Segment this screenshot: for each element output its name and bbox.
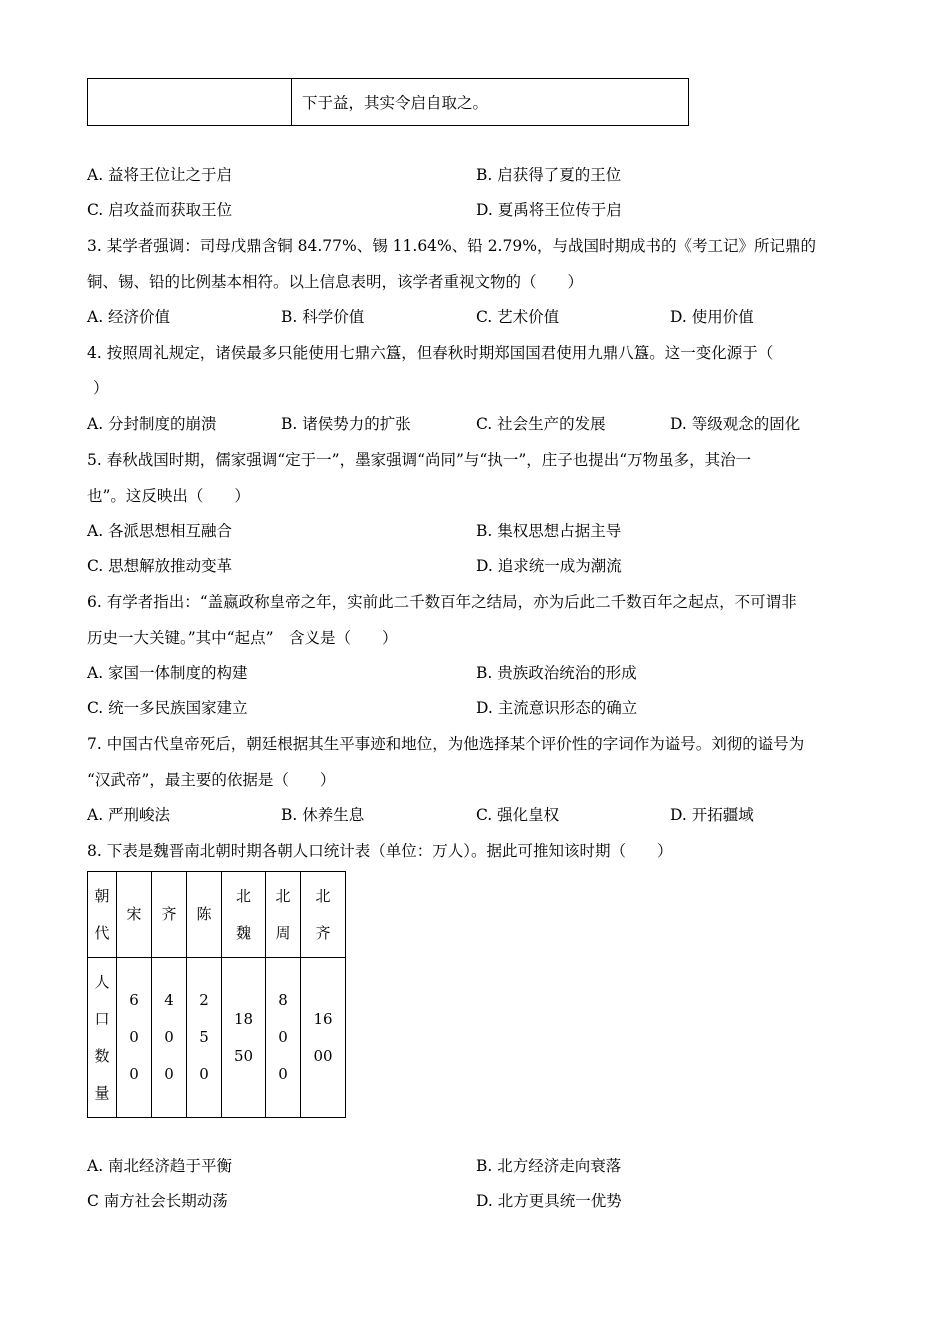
row-label <box>94 964 109 1112</box>
q4-option-c: C. 社会生产的发展 <box>476 415 606 433</box>
q3-option-a: A. 经济价值 <box>87 308 171 326</box>
q2-option-b: B. 启获得了夏的王位 <box>476 166 622 184</box>
q4-option-a: A. 分封制度的崩溃 <box>87 415 217 433</box>
wrapped-line: 5 <box>199 1028 209 1046</box>
cell-value <box>278 982 288 1093</box>
q8-stem: 8. 下表是魏晋南北朝时期各朝人口统计表（单位：万人）。据此可推知该时期（ ） <box>87 842 673 860</box>
header-label <box>315 878 330 952</box>
header-label <box>94 878 109 952</box>
q8-option-c: C 南方社会长期动荡 <box>87 1192 228 1210</box>
wrapped-line: 0 <box>129 1065 139 1083</box>
wrapped-line: 0 <box>164 1065 174 1083</box>
wrapped-line: 齐 <box>315 923 331 942</box>
table-header-cell <box>187 872 222 958</box>
q4-option-d: D. 等级观念的固化 <box>670 415 801 433</box>
population-table <box>87 871 346 1118</box>
wrapped-line: 6 <box>129 991 139 1009</box>
q6-option-b: B. 贵族政治统治的形成 <box>476 664 637 682</box>
q6-stem-line2: 历史一大关键。”其中“起点” 含义是（ ） <box>87 629 398 647</box>
wrapped-line: 0 <box>129 1028 139 1046</box>
q7-option-d: D. 开拓疆域 <box>670 806 754 824</box>
q6-stem-line1: 6. 有学者指出：“盖嬴政称皇帝之年，实前此二千数百年之结局，亦为后此二千数百年之起点，不可谓非 <box>87 593 797 611</box>
table-header-row <box>88 872 346 958</box>
wrapped-line: 8 <box>278 991 288 1009</box>
wrapped-line: 口 <box>94 1009 110 1028</box>
q3-option-c: C. 艺术价值 <box>476 308 560 326</box>
table-cell <box>187 958 222 1118</box>
table-header-cell <box>88 872 117 958</box>
q2-option-a: A. 益将王位让之于启 <box>87 166 233 184</box>
q5-option-d: D. 追求统一成为潮流 <box>476 557 622 575</box>
wrapped-line: 北 <box>235 886 251 905</box>
table-cell <box>117 958 152 1118</box>
wrapped-line: 50 <box>233 1046 254 1065</box>
q5-option-a: A. 各派思想相互融合 <box>87 522 233 540</box>
table-header-cell <box>117 872 152 958</box>
q6-option-a: A. 家国一体制度的构建 <box>87 664 248 682</box>
table-divider <box>291 79 292 125</box>
wrapped-line: 0 <box>278 1028 288 1046</box>
header-label: 陈 <box>196 905 212 923</box>
table-header-cell <box>152 872 187 958</box>
header-label <box>236 878 251 952</box>
header-label: 宋 <box>126 905 142 923</box>
q2-option-c: C. 启攻益而获取王位 <box>87 201 233 219</box>
wrapped-line: 16 <box>313 1009 333 1028</box>
wrapped-line: 00 <box>313 1046 333 1065</box>
wrapped-line: 数 <box>94 1046 110 1065</box>
wrapped-line: 0 <box>199 1065 209 1083</box>
q2-option-d: D. 夏禹将王位传于启 <box>476 201 622 219</box>
cell-value <box>234 1001 253 1075</box>
q7-stem-line1: 7. 中国古代皇帝死后，朝廷根据其生平事迹和地位，为他选择某个评价性的字词作为谥号。刘彻的谥号为 <box>87 735 805 753</box>
table-cell <box>222 958 266 1118</box>
header-label: 齐 <box>161 905 177 923</box>
wrapped-line: 魏 <box>235 923 251 942</box>
q5-option-c: C. 思想解放推动变革 <box>87 557 233 575</box>
wrapped-line: 朝 <box>94 886 110 905</box>
q7-option-c: C. 强化皇权 <box>476 806 560 824</box>
q8-option-b: B. 北方经济走向衰落 <box>476 1157 622 1175</box>
header-label <box>275 878 290 952</box>
q4-stem-line1: 4. 按照周礼规定，诸侯最多只能使用七鼎六簋，但春秋时期郑国国君使用九鼎八簋。这一变化源于（ <box>87 344 774 362</box>
wrapped-line: 2 <box>199 991 209 1009</box>
wrapped-line: 北 <box>275 886 291 905</box>
table-cell <box>266 958 301 1118</box>
wrapped-line: 4 <box>164 991 174 1009</box>
wrapped-line: 0 <box>164 1028 174 1046</box>
table-cell <box>88 958 117 1118</box>
table-header-cell <box>301 872 346 958</box>
wrapped-line: 量 <box>94 1083 110 1102</box>
wrapped-line: 周 <box>275 923 291 942</box>
q8-option-d: D. 北方更具统一优势 <box>476 1192 622 1210</box>
wrapped-line: 18 <box>233 1009 254 1028</box>
table-cell <box>152 958 187 1118</box>
q6-option-d: D. 主流意识形态的确立 <box>476 699 638 717</box>
wrapped-line: 北 <box>315 886 331 905</box>
table-row <box>88 958 346 1118</box>
wrapped-line: 人 <box>94 972 110 991</box>
table-cell: 下于益，其实令启自取之。 <box>302 94 489 112</box>
cell-value <box>313 1001 332 1075</box>
q5-stem-line2: 也”。这反映出（ ） <box>87 487 250 505</box>
q3-stem-line2: 铜、锡、铅的比例基本相符。以上信息表明，该学者重视文物的（ ） <box>87 273 584 291</box>
table-header-cell <box>266 872 301 958</box>
wrapped-line: 0 <box>278 1065 288 1083</box>
top-table <box>87 78 689 126</box>
q4-stem-line2: ） <box>93 379 109 397</box>
q5-option-b: B. 集权思想占据主导 <box>476 522 622 540</box>
q7-option-b: B. 休养生息 <box>281 806 365 824</box>
cell-value <box>199 982 209 1093</box>
q3-option-b: B. 科学价值 <box>281 308 365 326</box>
q3-stem-line1: 3. 某学者强调：司母戊鼎含铜 84.77%、锡 11.64%、铅 2.79%，与战国时期成书的《考工记》所记鼎的 <box>87 237 816 255</box>
q3-option-d: D. 使用价值 <box>670 308 754 326</box>
q6-option-c: C. 统一多民族国家建立 <box>87 699 248 717</box>
q7-option-a: A. 严刑峻法 <box>87 806 171 824</box>
q4-option-b: B. 诸侯势力的扩张 <box>281 415 411 433</box>
table-cell <box>301 958 346 1118</box>
q5-stem-line1: 5. 春秋战国时期，儒家强调“定于一”，墨家强调“尚同”与“执一”，庄子也提出“万物虽多，其治一 <box>87 451 752 469</box>
wrapped-line: 代 <box>94 923 110 942</box>
q8-option-a: A. 南北经济趋于平衡 <box>87 1157 233 1175</box>
cell-value <box>129 982 139 1093</box>
cell-value <box>164 982 174 1093</box>
table-header-cell <box>222 872 266 958</box>
q7-stem-line2: “汉武帝”，最主要的依据是（ ） <box>87 771 336 789</box>
